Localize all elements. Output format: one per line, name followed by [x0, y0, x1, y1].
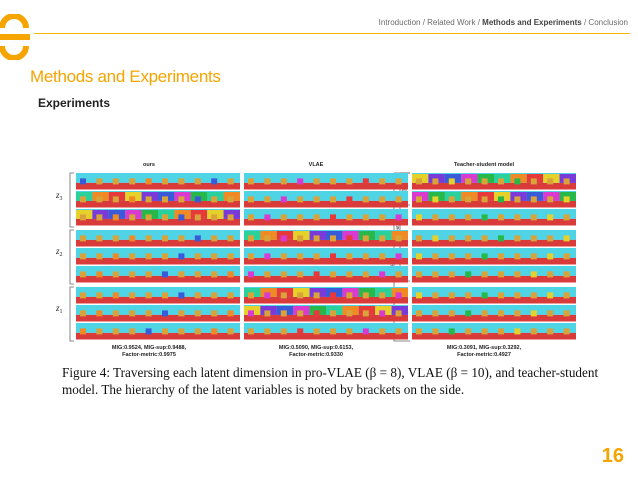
header-rule — [34, 33, 630, 34]
object-block — [129, 235, 135, 241]
page-number: 16 — [601, 445, 624, 467]
object-block — [449, 310, 455, 316]
object-block — [162, 253, 168, 259]
object-block — [248, 310, 254, 316]
object-block — [416, 235, 422, 241]
object-block — [264, 196, 270, 202]
object-block — [146, 271, 152, 277]
object-block — [449, 214, 455, 220]
object-block — [531, 214, 537, 220]
object-block — [297, 196, 303, 202]
object-block — [346, 214, 352, 220]
object-block — [211, 235, 217, 241]
object-block — [211, 253, 217, 259]
object-block — [264, 178, 270, 184]
object-block — [146, 292, 152, 298]
object-block — [379, 271, 385, 277]
object-block — [314, 214, 320, 220]
object-block — [498, 328, 504, 334]
object-block — [264, 292, 270, 298]
object-block — [547, 214, 553, 220]
object-block — [465, 235, 471, 241]
object-block — [379, 235, 385, 241]
object-block — [346, 196, 352, 202]
object-block — [449, 271, 455, 277]
object-block — [363, 328, 369, 334]
object-block — [162, 271, 168, 277]
object-block — [195, 292, 201, 298]
object-block — [514, 328, 520, 334]
object-block — [248, 214, 254, 220]
object-block — [363, 253, 369, 259]
object-block — [314, 235, 320, 241]
object-block — [363, 292, 369, 298]
object-block — [96, 292, 102, 298]
object-block — [547, 271, 553, 277]
object-block — [514, 271, 520, 277]
object-block — [162, 235, 168, 241]
object-block — [129, 253, 135, 259]
latent-label-z3: $z_3$ — [56, 190, 63, 202]
object-block — [396, 235, 402, 241]
object-block — [465, 253, 471, 259]
object-block — [432, 292, 438, 298]
object-block — [482, 271, 488, 277]
object-block — [482, 292, 488, 298]
object-block — [211, 196, 217, 202]
object-block — [96, 196, 102, 202]
object-block — [162, 328, 168, 334]
object-block — [346, 235, 352, 241]
object-block — [465, 328, 471, 334]
object-block — [113, 235, 119, 241]
nav-methods-experiments[interactable]: Methods and Experiments — [482, 18, 582, 27]
object-block — [178, 292, 184, 298]
object-block — [80, 214, 86, 220]
object-block — [146, 310, 152, 316]
object-block — [514, 310, 520, 316]
object-block — [396, 196, 402, 202]
object-block — [363, 196, 369, 202]
object-block — [228, 271, 234, 277]
traversal-grids — [76, 173, 576, 340]
object-block — [396, 178, 402, 184]
object-block — [178, 178, 184, 184]
object-block — [396, 271, 402, 277]
object-block — [96, 328, 102, 334]
object-block — [146, 235, 152, 241]
object-block — [396, 214, 402, 220]
object-block — [547, 328, 553, 334]
object-block — [379, 196, 385, 202]
object-block — [498, 235, 504, 241]
object-block — [432, 235, 438, 241]
object-block — [564, 214, 570, 220]
metrics-teacher-student-line1: MIG:0.3091, MIG-sup:0.3292, — [446, 345, 522, 351]
object-block — [330, 271, 336, 277]
latent-label-z1: $z_1$ — [56, 303, 63, 315]
object-block — [314, 310, 320, 316]
object-block — [195, 310, 201, 316]
object-block — [432, 328, 438, 334]
object-block — [248, 292, 254, 298]
object-block — [178, 235, 184, 241]
object-block — [80, 328, 86, 334]
object-block — [498, 292, 504, 298]
object-block — [346, 292, 352, 298]
object-block — [564, 178, 570, 184]
object-block — [465, 271, 471, 277]
object-block — [211, 214, 217, 220]
object-block — [465, 214, 471, 220]
object-block — [146, 328, 152, 334]
object-block — [416, 328, 422, 334]
object-block — [314, 271, 320, 277]
object-block — [314, 196, 320, 202]
object-block — [281, 196, 287, 202]
object-block — [146, 214, 152, 220]
object-block — [396, 292, 402, 298]
object-block — [281, 292, 287, 298]
object-block — [195, 235, 201, 241]
object-block — [363, 178, 369, 184]
object-block — [211, 271, 217, 277]
object-block — [564, 328, 570, 334]
object-block — [113, 196, 119, 202]
object-block — [363, 235, 369, 241]
object-block — [297, 253, 303, 259]
object-block — [281, 310, 287, 316]
object-block — [498, 310, 504, 316]
object-block — [547, 178, 553, 184]
object-block — [531, 292, 537, 298]
object-block — [228, 196, 234, 202]
object-block — [514, 292, 520, 298]
object-block — [96, 235, 102, 241]
object-block — [465, 292, 471, 298]
object-block — [264, 214, 270, 220]
object-block — [80, 310, 86, 316]
object-block — [113, 328, 119, 334]
object-block — [96, 214, 102, 220]
object-block — [96, 310, 102, 316]
object-block — [281, 235, 287, 241]
object-block — [482, 253, 488, 259]
object-block — [80, 253, 86, 259]
object-block — [330, 292, 336, 298]
panel-title-teacher-student: Teacher-student model — [453, 162, 515, 168]
object-block — [264, 328, 270, 334]
object-block — [129, 328, 135, 334]
slide-subtitle: Experiments — [38, 96, 111, 110]
object-block — [162, 292, 168, 298]
object-block — [449, 178, 455, 184]
object-block — [211, 310, 217, 316]
figure-caption: Figure 4: Traversing each latent dimension in pro-VLAE (β = 8), VLAE (β = 10), and teacher-student model. The hierarchy of the latent variables is noted by brackets on the side. — [62, 365, 599, 397]
object-block — [129, 178, 135, 184]
object-block — [498, 214, 504, 220]
object-block — [248, 178, 254, 184]
object-block — [379, 178, 385, 184]
object-block — [297, 214, 303, 220]
object-block — [396, 253, 402, 259]
object-block — [416, 178, 422, 184]
object-block — [228, 235, 234, 241]
object-block — [396, 328, 402, 334]
object-block — [146, 178, 152, 184]
object-block — [498, 253, 504, 259]
object-block — [129, 310, 135, 316]
object-block — [379, 253, 385, 259]
object-block — [531, 271, 537, 277]
object-block — [564, 235, 570, 241]
object-block — [531, 253, 537, 259]
panel-title-vlae: VLAE — [308, 162, 324, 168]
object-block — [449, 328, 455, 334]
object-block — [416, 310, 422, 316]
object-block — [416, 214, 422, 220]
metrics-ours-line2: Factor-metric:0.9975 — [122, 352, 176, 358]
metrics-vlae-line1: MIG:0.5090, MIG-sup:0.6153, — [278, 345, 354, 351]
object-block — [363, 310, 369, 316]
object-block — [314, 253, 320, 259]
object-block — [547, 292, 553, 298]
object-block — [178, 271, 184, 277]
object-block — [379, 292, 385, 298]
object-block — [211, 292, 217, 298]
object-block — [482, 310, 488, 316]
object-block — [465, 310, 471, 316]
object-block — [113, 310, 119, 316]
object-block — [330, 310, 336, 316]
object-block — [248, 196, 254, 202]
object-block — [514, 235, 520, 241]
object-block — [330, 214, 336, 220]
object-block — [482, 235, 488, 241]
object-block — [281, 328, 287, 334]
object-block — [396, 310, 402, 316]
object-block — [346, 328, 352, 334]
object-block — [432, 196, 438, 202]
object-block — [248, 328, 254, 334]
object-block — [113, 214, 119, 220]
object-block — [297, 235, 303, 241]
object-block — [162, 178, 168, 184]
object-block — [129, 292, 135, 298]
object-block — [346, 178, 352, 184]
object-block — [281, 214, 287, 220]
object-block — [80, 292, 86, 298]
object-block — [264, 271, 270, 277]
object-block — [146, 196, 152, 202]
object-block — [281, 271, 287, 277]
object-block — [432, 271, 438, 277]
object-block — [449, 196, 455, 202]
object-block — [330, 196, 336, 202]
object-block — [531, 235, 537, 241]
object-block — [432, 253, 438, 259]
object-block — [113, 271, 119, 277]
object-block — [531, 178, 537, 184]
object-block — [416, 196, 422, 202]
object-block — [432, 178, 438, 184]
object-block — [80, 235, 86, 241]
object-block — [113, 292, 119, 298]
object-block — [297, 292, 303, 298]
object-block — [195, 328, 201, 334]
object-block — [178, 253, 184, 259]
object-block — [482, 214, 488, 220]
object-block — [330, 253, 336, 259]
object-block — [547, 235, 553, 241]
object-block — [330, 328, 336, 334]
object-block — [297, 178, 303, 184]
latent-label-z2: $z_2$ — [56, 246, 63, 258]
object-block — [228, 178, 234, 184]
object-block — [162, 196, 168, 202]
object-block — [482, 328, 488, 334]
slide-title: Methods and Experiments — [30, 67, 221, 86]
object-block — [547, 253, 553, 259]
object-block — [346, 310, 352, 316]
object-block — [195, 253, 201, 259]
nav-introduction[interactable]: Introduction — [378, 18, 421, 27]
object-block — [228, 292, 234, 298]
object-block — [264, 235, 270, 241]
object-block — [146, 253, 152, 259]
object-block — [449, 292, 455, 298]
object-block — [195, 271, 201, 277]
object-block — [449, 235, 455, 241]
object-block — [346, 253, 352, 259]
object-block — [416, 292, 422, 298]
object-block — [129, 196, 135, 202]
object-block — [80, 271, 86, 277]
object-block — [547, 196, 553, 202]
object-block — [228, 214, 234, 220]
object-block — [264, 253, 270, 259]
object-block — [482, 178, 488, 184]
object-block — [195, 214, 201, 220]
metrics-vlae-line2: Factor-metric:0.9330 — [289, 352, 343, 358]
object-block — [498, 271, 504, 277]
object-block — [195, 196, 201, 202]
nav-related-work[interactable]: / Related Work / — [422, 18, 480, 27]
object-block — [211, 328, 217, 334]
university-logo — [0, 14, 34, 60]
breadcrumb — [379, 18, 628, 27]
nav-conclusion[interactable]: / Conclusion — [583, 18, 628, 27]
object-block — [482, 196, 488, 202]
object-block — [80, 196, 86, 202]
object-block — [564, 271, 570, 277]
object-block — [363, 214, 369, 220]
metrics-teacher-student-line2: Factor-metric:0.4927 — [457, 352, 511, 358]
object-block — [297, 310, 303, 316]
object-block — [432, 310, 438, 316]
object-block — [297, 328, 303, 334]
object-block — [178, 328, 184, 334]
object-block — [297, 271, 303, 277]
object-block — [564, 253, 570, 259]
object-block — [129, 271, 135, 277]
panel-title-ours: ours — [143, 162, 155, 168]
object-block — [264, 310, 270, 316]
figure-4 — [54, 155, 614, 360]
object-block — [379, 214, 385, 220]
object-block — [498, 178, 504, 184]
object-block — [416, 253, 422, 259]
object-block — [363, 271, 369, 277]
object-block — [416, 271, 422, 277]
object-block — [346, 271, 352, 277]
object-block — [113, 253, 119, 259]
object-block — [96, 253, 102, 259]
object-block — [80, 178, 86, 184]
metrics-ours-line1: MIG:0.9524, MIG-sup:0.9488, — [111, 345, 187, 351]
object-block — [564, 196, 570, 202]
object-block — [514, 178, 520, 184]
object-block — [531, 310, 537, 316]
object-block — [96, 178, 102, 184]
object-block — [514, 196, 520, 202]
object-block — [314, 292, 320, 298]
object-block — [465, 196, 471, 202]
object-block — [564, 292, 570, 298]
object-block — [96, 271, 102, 277]
object-block — [314, 178, 320, 184]
object-block — [228, 253, 234, 259]
object-block — [564, 310, 570, 316]
object-block — [211, 178, 217, 184]
object-block — [162, 214, 168, 220]
object-block — [178, 214, 184, 220]
object-block — [314, 328, 320, 334]
object-block — [178, 196, 184, 202]
object-block — [531, 196, 537, 202]
object-block — [330, 178, 336, 184]
object-block — [113, 178, 119, 184]
object-block — [281, 178, 287, 184]
object-block — [379, 328, 385, 334]
object-block — [162, 310, 168, 316]
object-block — [514, 253, 520, 259]
object-block — [449, 253, 455, 259]
object-block — [129, 214, 135, 220]
object-block — [228, 310, 234, 316]
object-block — [531, 328, 537, 334]
object-block — [248, 253, 254, 259]
object-block — [330, 235, 336, 241]
object-block — [228, 328, 234, 334]
object-block — [432, 214, 438, 220]
object-block — [195, 178, 201, 184]
object-block — [379, 310, 385, 316]
object-block — [498, 196, 504, 202]
object-block — [248, 235, 254, 241]
object-block — [248, 271, 254, 277]
object-block — [281, 253, 287, 259]
object-block — [465, 178, 471, 184]
object-block — [514, 214, 520, 220]
object-block — [547, 310, 553, 316]
object-block — [178, 310, 184, 316]
